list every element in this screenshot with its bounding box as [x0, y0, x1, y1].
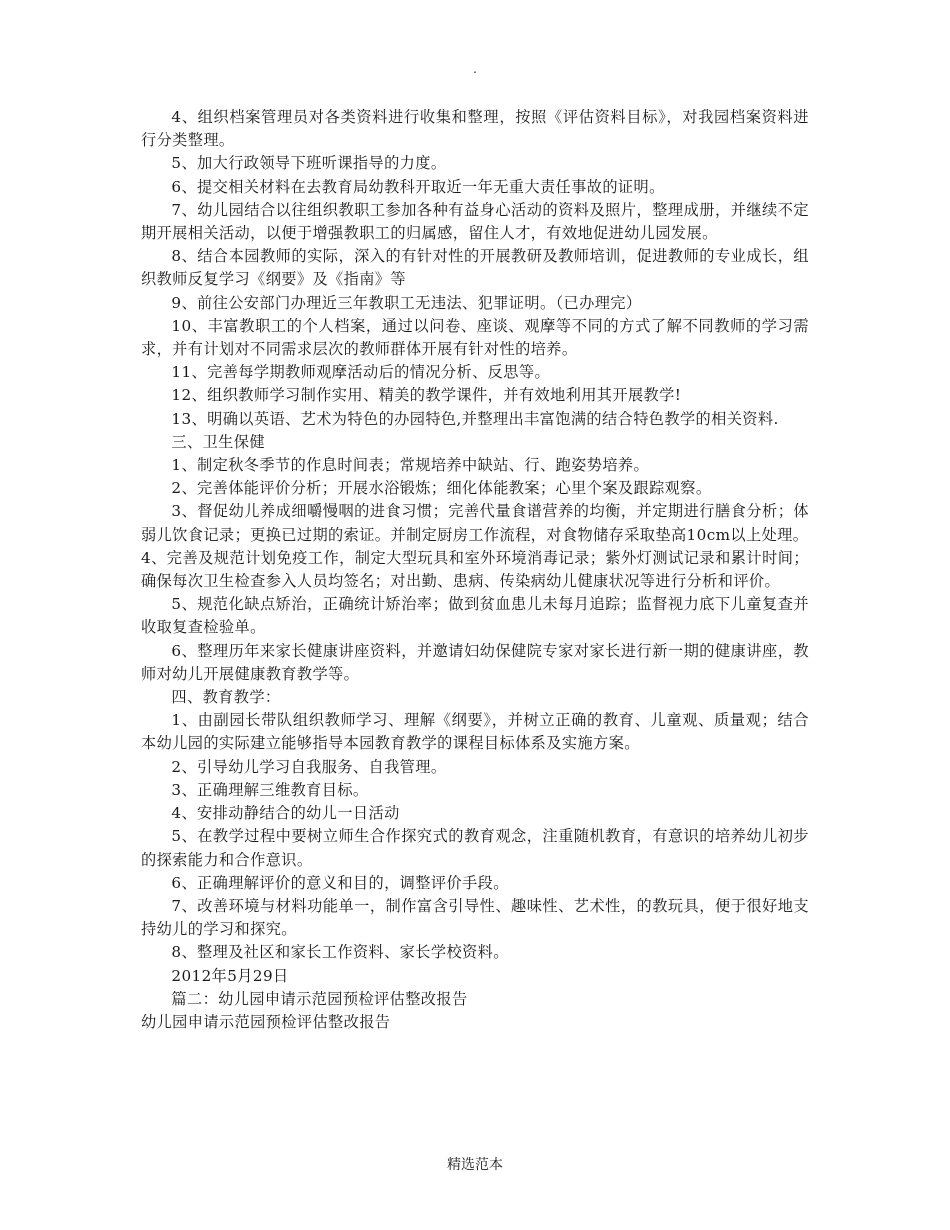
- document-body: [141, 106, 809, 1034]
- health-item-2: 2、完善体能评价分析；开展水浴锻炼；细化体能教案；心里个案及跟踪观察。: [171, 479, 712, 498]
- part-two-heading: 篇二：幼儿园申请示范园预检评估整改报告: [171, 989, 468, 1008]
- paragraph-item-9-police-cert: 9、前往公安部门办理近三年教职工无违法、犯罪证明。（已办理完）: [171, 293, 642, 312]
- paragraph-item-5-admin: 5、加大行政领导下班听课指导的力度。: [171, 154, 447, 173]
- education-item-6: 6、正确理解评价的意义和目的，调整评价手段。: [171, 873, 509, 892]
- health-item-3: 3、督促幼儿养成细嚼慢咽的进食习惯；完善代量食谱营养的均衡，并定期进行膳食分析；体弱儿饮食记录；更换已过期的索证。并制定厨房工作流程，对食物储存采取垫高10cm以上处理。: [141, 502, 809, 544]
- paragraph-item-6-safety-cert: 6、提交相关材料在去教育局幼教科开取近一年无重大责任事故的证明。: [171, 177, 665, 196]
- education-item-1: 1、由副园长带队组织教师学习、理解《纲要》，并树立正确的教育、儿童观、质量观；结合本幼儿园的实际建立能够指导本园教育教学的课程目标体系及实施方案。: [141, 711, 809, 753]
- education-item-3: 3、正确理解三维教育目标。: [171, 780, 369, 799]
- education-item-8: 8、整理及社区和家长工作资料、家长学校资料。: [171, 943, 509, 962]
- education-item-4: 4、安排动静结合的幼儿一日活动: [171, 804, 400, 823]
- paragraph-item-7-staff-activities: 7、幼儿园结合以往组织教职工参加各种有益身心活动的资料及照片，整理成册，并继续不定期开展相关活动，以便于增强教职工的归属感，留住人才，有效地促进幼儿园发展。: [141, 200, 809, 243]
- paragraph-item-10-staff-files: 10、丰富教职工的个人档案，通过以问卷、座谈、观摩等不同的方式了解不同教师的学习需求，并有计划对不同需求层次的教师群体开展有针对性的培养。: [141, 316, 809, 359]
- section-heading-health: 三、卫生保健: [171, 432, 265, 451]
- paragraph-item-4-archives: 4、组织档案管理员对各类资料进行收集和整理，按照《评估资料目标》，对我园档案资料进行分类整理。: [141, 108, 809, 150]
- section-heading-education: 四、教育教学：: [171, 688, 281, 707]
- health-item-6: 6、整理历年来家长健康讲座资料，并邀请妇幼保健院专家对家长进行新一期的健康讲座，教师对幼儿开展健康教育教学等。: [141, 641, 809, 683]
- report-title: 幼儿园申请示范园预检评估整改报告: [141, 1012, 391, 1031]
- header-mark: .: [473, 62, 477, 76]
- health-item-1: 1、制定秋冬季节的作息时间表；常规培养中缺站、行、跑姿势培养。: [171, 456, 650, 475]
- health-item-5: 5、规范化缺点矫治，正确统计矫治率；做到贫血患儿未每月追踪；监督视力底下儿童复查并收取复查检验单。: [141, 595, 809, 637]
- paragraph-item-12-courseware: 12、组织教师学习制作实用、精美的教学课件，并有效地利用其开展教学!: [171, 386, 682, 405]
- paragraph-item-11-observation: 11、完善每学期教师观摩活动后的情况分析、反思等。: [171, 363, 551, 382]
- page-footer: 精选范本: [447, 1157, 503, 1173]
- paragraph-item-13-features: 13、明确以英语、艺术为特色的办园特色,并整理出丰富饱满的结合特色教学的相关资料.: [171, 409, 779, 428]
- paragraph-item-8-teacher-training: 8、结合本园教师的实际，深入的有针对性的开展教研及教师培训，促进教师的专业成长，组织教师反复学习《纲要》及《指南》等: [141, 247, 809, 289]
- document-date: 2012年5月29日: [171, 966, 289, 985]
- education-item-5: 5、在教学过程中要树立师生合作探究式的教育观念，注重随机教育，有意识的培养幼儿初步的探索能力和合作意识。: [141, 827, 809, 869]
- education-item-7: 7、改善环境与材料功能单一，制作富含引导性、趣味性、艺术性，的教玩具，便于很好地支持幼儿的学习和探究。: [141, 896, 809, 939]
- health-item-4: 4、完善及规范计划免疫工作，制定大型玩具和室外环境消毒记录；紫外灯测试记录和累计时间；确保每次卫生检查参入人员均签名；对出勤、患病、传染病幼儿健康状况等进行分析和评价。: [141, 548, 809, 591]
- education-item-2: 2、引导幼儿学习自我服务、自我管理。: [171, 757, 447, 776]
